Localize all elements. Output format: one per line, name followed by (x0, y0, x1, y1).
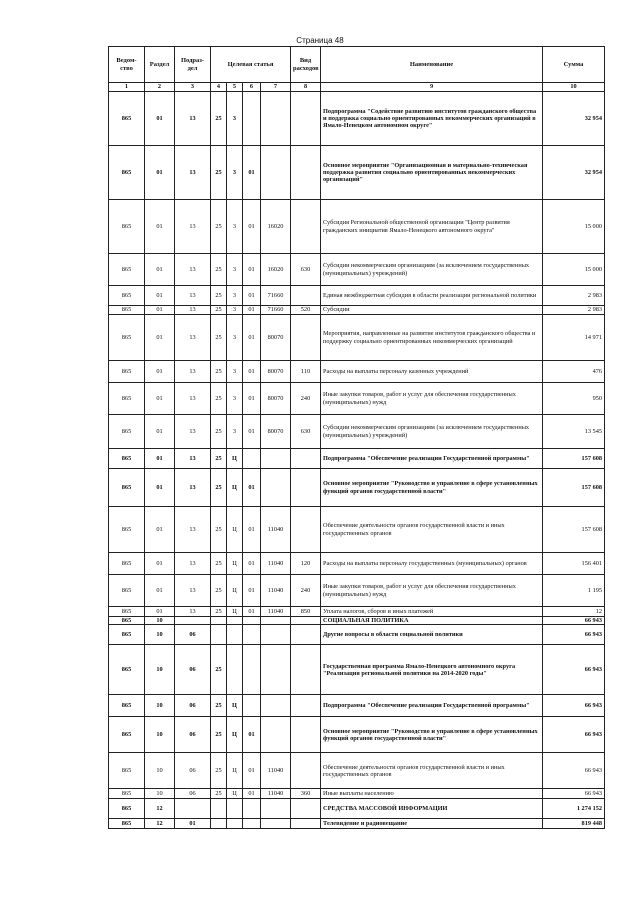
cell-c: 01 (243, 254, 261, 286)
cell-e: 11040 (261, 607, 291, 617)
cell-c (243, 819, 261, 829)
cell-p: 13 (175, 286, 211, 306)
cell-p: 06 (175, 625, 211, 645)
cell-v (291, 315, 321, 361)
table-row (109, 799, 605, 819)
cell-name: Субсидия Региональной общественной организации "Центр развития гражданских инициатив Ямало-Ненецкого автономного округа" (321, 200, 543, 254)
cell-r: 01 (145, 449, 175, 469)
cell-b: Ц (227, 507, 243, 553)
col-num: 7 (261, 83, 291, 92)
cell-c (243, 695, 261, 717)
table-row (109, 507, 605, 553)
cell-b (227, 819, 243, 829)
cell-r: 01 (145, 507, 175, 553)
table-row (109, 753, 605, 789)
cell-c: 01 (243, 717, 261, 753)
cell-b: Ц (227, 575, 243, 607)
cell-a (211, 819, 227, 829)
cell-c: 01 (243, 753, 261, 789)
cell-p: 06 (175, 645, 211, 695)
cell-a: 25 (211, 361, 227, 383)
cell-r: 01 (145, 200, 175, 254)
cell-sum: 32 954 (543, 146, 605, 200)
cell-v: 240 (291, 383, 321, 415)
table-row (109, 306, 605, 315)
cell-name: Телевидение и радиовещание (321, 819, 543, 829)
cell-c: 01 (243, 315, 261, 361)
cell-p: 06 (175, 695, 211, 717)
col-num: 5 (227, 83, 243, 92)
cell-a (211, 625, 227, 645)
cell-c: 01 (243, 469, 261, 507)
cell-e: 11040 (261, 507, 291, 553)
cell-sum: 32 954 (543, 92, 605, 146)
cell-b: 3 (227, 361, 243, 383)
cell-name: Обеспечение деятельности органов государственной власти и иных государственных органов (321, 507, 543, 553)
cell-c: 01 (243, 361, 261, 383)
cell-a: 25 (211, 695, 227, 717)
cell-d: 865 (109, 617, 145, 625)
cell-sum: 157 608 (543, 469, 605, 507)
cell-b: 3 (227, 200, 243, 254)
cell-a: 25 (211, 717, 227, 753)
cell-sum: 13 545 (543, 415, 605, 449)
cell-a: 25 (211, 306, 227, 315)
cell-d: 865 (109, 607, 145, 617)
cell-name: Подпрограмма "Обеспечение реализации Государственной программы" (321, 695, 543, 717)
cell-p: 13 (175, 607, 211, 617)
cell-p (175, 617, 211, 625)
cell-r: 01 (145, 415, 175, 449)
cell-v (291, 286, 321, 306)
cell-p: 13 (175, 383, 211, 415)
cell-p: 13 (175, 200, 211, 254)
cell-c (243, 625, 261, 645)
cell-e: 11040 (261, 575, 291, 607)
cell-d: 865 (109, 286, 145, 306)
cell-a: 25 (211, 449, 227, 469)
cell-v (291, 200, 321, 254)
cell-r: 01 (145, 315, 175, 361)
cell-b: Ц (227, 695, 243, 717)
cell-r: 01 (145, 146, 175, 200)
cell-e (261, 717, 291, 753)
col-num: 10 (543, 83, 605, 92)
cell-p: 13 (175, 146, 211, 200)
col-num: 9 (321, 83, 543, 92)
cell-name: Иные закупки товаров, работ и услуг для обеспечения государственных (муниципальных) нужд (321, 575, 543, 607)
cell-sum: 2 983 (543, 286, 605, 306)
cell-b: 3 (227, 146, 243, 200)
cell-v (291, 92, 321, 146)
table-row (109, 607, 605, 617)
cell-r: 10 (145, 695, 175, 717)
cell-d: 865 (109, 799, 145, 819)
cell-r: 01 (145, 286, 175, 306)
cell-b: 3 (227, 306, 243, 315)
cell-name: Подпрограмма "Обеспечение реализации Государственной программы" (321, 449, 543, 469)
cell-v: 520 (291, 306, 321, 315)
cell-e (261, 799, 291, 819)
cell-v (291, 717, 321, 753)
cell-c (243, 799, 261, 819)
cell-a: 25 (211, 607, 227, 617)
cell-c (243, 449, 261, 469)
table-row (109, 449, 605, 469)
cell-a: 25 (211, 553, 227, 575)
cell-r: 01 (145, 306, 175, 315)
cell-a: 25 (211, 575, 227, 607)
cell-e (261, 469, 291, 507)
cell-b: 3 (227, 315, 243, 361)
cell-sum: 476 (543, 361, 605, 383)
table-row (109, 200, 605, 254)
cell-p: 06 (175, 789, 211, 799)
header-row (109, 47, 605, 83)
cell-r: 10 (145, 625, 175, 645)
cell-name: СОЦИАЛЬНАЯ ПОЛИТИКА (321, 617, 543, 625)
cell-p: 13 (175, 92, 211, 146)
cell-sum: 66 943 (543, 625, 605, 645)
cell-p: 13 (175, 553, 211, 575)
cell-e: 80070 (261, 315, 291, 361)
col-num: 2 (145, 83, 175, 92)
cell-v: 120 (291, 553, 321, 575)
cell-a: 25 (211, 645, 227, 695)
cell-b (227, 645, 243, 695)
cell-p: 13 (175, 415, 211, 449)
cell-a: 25 (211, 254, 227, 286)
table-row (109, 415, 605, 449)
cell-name: Государственная программа Ямало-Ненецкого автономного округа "Реализация региональной политики на 2014-2020 годы" (321, 645, 543, 695)
cell-d: 865 (109, 92, 145, 146)
cell-d: 865 (109, 449, 145, 469)
cell-name: Основное мероприятие "Организационная и материально-техническая поддержка развития социально ориентированных некоммерческих организаций" (321, 146, 543, 200)
cell-c (243, 645, 261, 695)
header-target: Целевая статья (211, 47, 291, 83)
cell-v (291, 507, 321, 553)
cell-name: Мероприятия, направленные на развитие институтов гражданского общества и поддержку социально ориентированных некоммерческих организаций (321, 315, 543, 361)
cell-e (261, 819, 291, 829)
cell-v: 240 (291, 575, 321, 607)
cell-c: 01 (243, 383, 261, 415)
cell-sum: 66 943 (543, 717, 605, 753)
col-num: 4 (211, 83, 227, 92)
cell-sum: 66 943 (543, 753, 605, 789)
page-label: Страница 48 (296, 36, 344, 45)
cell-v: 630 (291, 254, 321, 286)
table-row (109, 819, 605, 829)
cell-e: 16020 (261, 254, 291, 286)
cell-e (261, 625, 291, 645)
cell-r: 10 (145, 753, 175, 789)
cell-c: 01 (243, 553, 261, 575)
cell-d: 865 (109, 507, 145, 553)
cell-p: 06 (175, 717, 211, 753)
cell-b: Ц (227, 717, 243, 753)
cell-a: 25 (211, 200, 227, 254)
cell-name: Иные выплаты населению (321, 789, 543, 799)
cell-e: 11040 (261, 789, 291, 799)
cell-e (261, 449, 291, 469)
cell-name: Подпрограмма "Содействие развитию институтов гражданского общества и поддержка социально ориентированных некоммерческих организаций в Ямало-Ненецком автономном округе" (321, 92, 543, 146)
cell-a: 25 (211, 789, 227, 799)
cell-d: 865 (109, 315, 145, 361)
cell-p (175, 799, 211, 819)
cell-v: 360 (291, 789, 321, 799)
cell-e: 11040 (261, 553, 291, 575)
cell-r: 01 (145, 553, 175, 575)
cell-c (243, 92, 261, 146)
cell-r: 10 (145, 617, 175, 625)
cell-p: 13 (175, 254, 211, 286)
cell-sum: 157 608 (543, 449, 605, 469)
col-num: 3 (175, 83, 211, 92)
cell-d: 865 (109, 625, 145, 645)
cell-d: 865 (109, 361, 145, 383)
cell-r: 10 (145, 717, 175, 753)
cell-b: 3 (227, 286, 243, 306)
cell-d: 865 (109, 415, 145, 449)
header-exp-type: Вид расходов (291, 47, 321, 83)
cell-d: 865 (109, 146, 145, 200)
cell-e: 71660 (261, 306, 291, 315)
cell-name: Субсидии (321, 306, 543, 315)
header-dept: Ведом-ство (109, 47, 145, 83)
cell-a: 25 (211, 753, 227, 789)
cell-p: 01 (175, 819, 211, 829)
table-row (109, 315, 605, 361)
cell-v: 850 (291, 607, 321, 617)
table-row (109, 645, 605, 695)
cell-sum: 1 195 (543, 575, 605, 607)
table-row (109, 553, 605, 575)
cell-d: 865 (109, 575, 145, 607)
cell-sum: 66 943 (543, 645, 605, 695)
cell-name: Субсидии некоммерческим организациям (за исключением государственных (муниципальных) учреждений) (321, 415, 543, 449)
cell-a (211, 799, 227, 819)
cell-sum: 819 448 (543, 819, 605, 829)
cell-a: 25 (211, 146, 227, 200)
table-row (109, 625, 605, 645)
cell-name: Уплата налогов, сборов и иных платежей (321, 607, 543, 617)
table-row (109, 146, 605, 200)
cell-name: Субсидии некоммерческим организациям (за исключением государственных (муниципальных) учреждений) (321, 254, 543, 286)
cell-b: 3 (227, 254, 243, 286)
cell-v (291, 819, 321, 829)
cell-c: 01 (243, 575, 261, 607)
cell-b: Ц (227, 449, 243, 469)
cell-name: Единая межбюджетная субсидия в области реализации региональной политики (321, 286, 543, 306)
cell-p: 06 (175, 753, 211, 789)
table-row (109, 254, 605, 286)
cell-v (291, 799, 321, 819)
cell-d: 865 (109, 553, 145, 575)
cell-e (261, 645, 291, 695)
cell-d: 865 (109, 254, 145, 286)
cell-r: 10 (145, 789, 175, 799)
cell-sum: 15 000 (543, 200, 605, 254)
cell-d: 865 (109, 200, 145, 254)
cell-d: 865 (109, 695, 145, 717)
cell-a: 25 (211, 415, 227, 449)
cell-b: Ц (227, 607, 243, 617)
cell-c: 01 (243, 607, 261, 617)
cell-r: 12 (145, 819, 175, 829)
cell-c: 01 (243, 789, 261, 799)
cell-name: Другие вопросы в области социальной политики (321, 625, 543, 645)
cell-a: 25 (211, 469, 227, 507)
col-num: 1 (109, 83, 145, 92)
cell-p: 13 (175, 361, 211, 383)
cell-p: 13 (175, 575, 211, 607)
cell-d: 865 (109, 789, 145, 799)
table-row (109, 575, 605, 607)
cell-e (261, 695, 291, 717)
cell-r: 01 (145, 361, 175, 383)
cell-name: Расходы на выплаты персоналу государственных (муниципальных) органов (321, 553, 543, 575)
cell-v: 630 (291, 415, 321, 449)
cell-a: 25 (211, 92, 227, 146)
cell-sum: 66 943 (543, 695, 605, 717)
table-row (109, 695, 605, 717)
cell-v: 110 (291, 361, 321, 383)
cell-name: Основное мероприятие "Руководство и управление в сфере установленных функций органов государственной власти" (321, 469, 543, 507)
cell-sum: 14 971 (543, 315, 605, 361)
cell-v (291, 645, 321, 695)
cell-b (227, 799, 243, 819)
cell-sum: 157 608 (543, 507, 605, 553)
cell-b: 3 (227, 383, 243, 415)
cell-b (227, 617, 243, 625)
cell-b: 3 (227, 415, 243, 449)
cell-sum: 950 (543, 383, 605, 415)
cell-e (261, 617, 291, 625)
cell-b: Ц (227, 469, 243, 507)
cell-v (291, 469, 321, 507)
cell-d: 865 (109, 383, 145, 415)
cell-sum: 66 943 (543, 617, 605, 625)
cell-r: 01 (145, 383, 175, 415)
cell-sum: 12 (543, 607, 605, 617)
cell-v (291, 695, 321, 717)
cell-v (291, 625, 321, 645)
cell-r: 01 (145, 607, 175, 617)
table-row (109, 383, 605, 415)
cell-p: 13 (175, 306, 211, 315)
cell-p: 13 (175, 469, 211, 507)
cell-p: 13 (175, 449, 211, 469)
cell-c: 01 (243, 146, 261, 200)
cell-name: Расходы на выплаты персоналу казенных учреждений (321, 361, 543, 383)
cell-d: 865 (109, 753, 145, 789)
cell-c: 01 (243, 306, 261, 315)
cell-r: 10 (145, 645, 175, 695)
table-row (109, 789, 605, 799)
cell-c: 01 (243, 200, 261, 254)
cell-name: Иные закупки товаров, работ и услуг для обеспечения государственных (муниципальных) нужд (321, 383, 543, 415)
cell-name: Обеспечение деятельности органов государственной власти и иных государственных органов (321, 753, 543, 789)
table-row (109, 286, 605, 306)
column-numbers-row (109, 83, 605, 92)
cell-r: 01 (145, 469, 175, 507)
cell-d: 865 (109, 819, 145, 829)
cell-r: 12 (145, 799, 175, 819)
header-sum: Сумма (543, 47, 605, 83)
cell-e: 80070 (261, 383, 291, 415)
cell-v (291, 449, 321, 469)
cell-e: 71660 (261, 286, 291, 306)
cell-name: СРЕДСТВА МАССОВОЙ ИНФОРМАЦИИ (321, 799, 543, 819)
cell-p: 13 (175, 507, 211, 553)
cell-sum: 156 401 (543, 553, 605, 575)
cell-e: 80070 (261, 415, 291, 449)
table-row (109, 717, 605, 753)
cell-e (261, 146, 291, 200)
cell-e: 11040 (261, 753, 291, 789)
cell-a: 25 (211, 507, 227, 553)
cell-sum: 2 983 (543, 306, 605, 315)
cell-b: Ц (227, 789, 243, 799)
cell-a (211, 617, 227, 625)
cell-a: 25 (211, 315, 227, 361)
cell-c: 01 (243, 415, 261, 449)
cell-r: 01 (145, 92, 175, 146)
cell-e (261, 92, 291, 146)
col-num: 8 (291, 83, 321, 92)
cell-r: 01 (145, 254, 175, 286)
cell-d: 865 (109, 306, 145, 315)
cell-c: 01 (243, 286, 261, 306)
table-row (109, 92, 605, 146)
header-name: Наименование (321, 47, 543, 83)
cell-b: Ц (227, 753, 243, 789)
table-row (109, 469, 605, 507)
cell-sum: 1 274 152 (543, 799, 605, 819)
cell-name: Основное мероприятие "Руководство и управление в сфере установленных функций органов государственной власти" (321, 717, 543, 753)
cell-sum: 66 943 (543, 789, 605, 799)
cell-v (291, 753, 321, 789)
cell-d: 865 (109, 469, 145, 507)
cell-b: 3 (227, 92, 243, 146)
cell-c: 01 (243, 507, 261, 553)
cell-v (291, 146, 321, 200)
cell-d: 865 (109, 645, 145, 695)
cell-c (243, 617, 261, 625)
cell-b: Ц (227, 553, 243, 575)
cell-e: 16020 (261, 200, 291, 254)
cell-d: 865 (109, 717, 145, 753)
cell-p: 13 (175, 315, 211, 361)
header-subsection: Подраз-дел (175, 47, 211, 83)
cell-r: 01 (145, 575, 175, 607)
col-num: 6 (243, 83, 261, 92)
cell-v (291, 617, 321, 625)
header-section: Раздел (145, 47, 175, 83)
cell-a: 25 (211, 286, 227, 306)
table-row (109, 617, 605, 625)
cell-sum: 15 000 (543, 254, 605, 286)
budget-table (108, 46, 605, 829)
cell-a: 25 (211, 383, 227, 415)
cell-b (227, 625, 243, 645)
cell-e: 80070 (261, 361, 291, 383)
table-row (109, 361, 605, 383)
